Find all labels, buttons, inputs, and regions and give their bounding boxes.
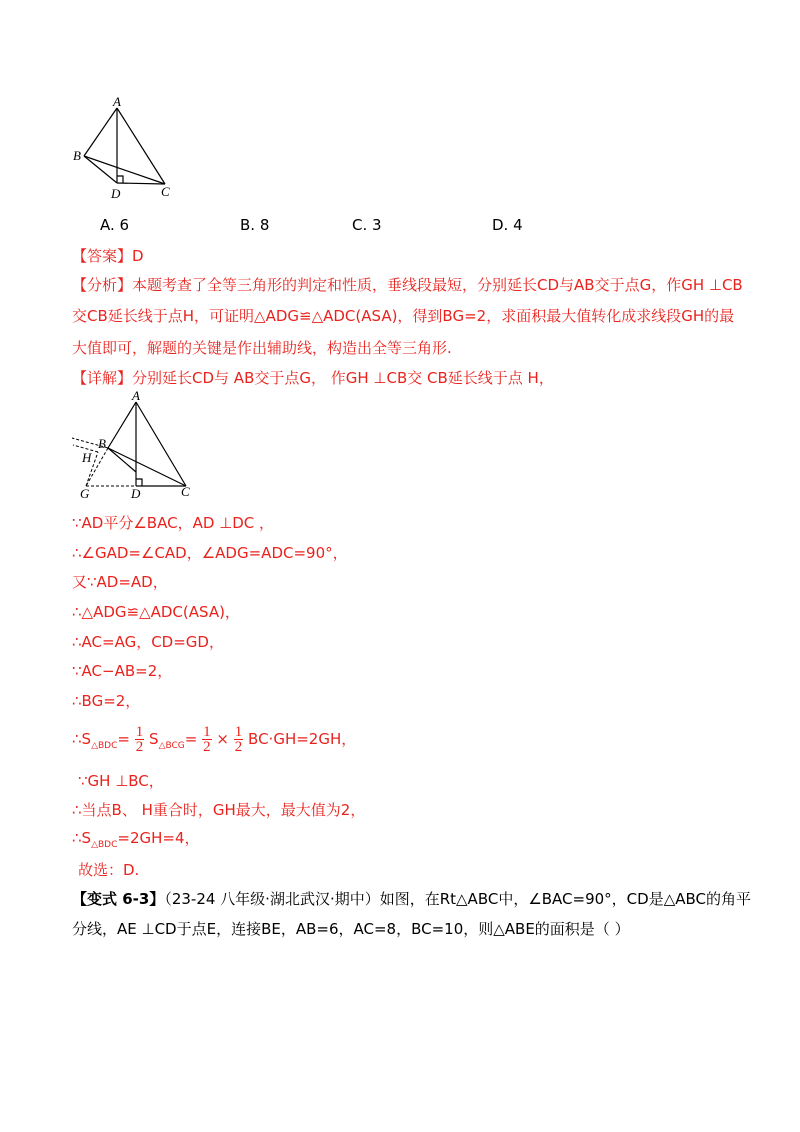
step-5: ∴AC=AG，CD=GD， <box>72 633 224 651</box>
detail-tag: 【详解】 <box>72 369 133 387</box>
fraction-1: $\frac{1}{2}$ <box>135 724 144 755</box>
analysis-line-2: 交CB延长线于点H，可证明△ADG≌△ADC(ASA)，得到BG=2，求面积最大值转化成求线段GH的最 <box>72 307 735 325</box>
subscript-bdc-2: △BDC <box>91 840 118 850</box>
step-3: 又∵AD=AD， <box>72 573 168 591</box>
step-1: ∵AD平分∠BAC，AD ⊥DC ， <box>72 514 275 532</box>
variant-line-2: 分线，AE ⊥CD于点E，连接BE，AB=6，AC=8，BC=10，则△ABE的面积是（ ） <box>72 920 630 938</box>
subscript-bcg: △BCG <box>158 741 185 751</box>
analysis-line-1: 【分析】本题考查了全等三角形的判定和性质，垂线段最短，分别延长CD与AB交于点G，作GH ⊥CB <box>72 276 743 294</box>
triangle-figure-1 <box>70 92 180 202</box>
conclusion: 故选：D. <box>78 861 140 879</box>
option-b: B. 8 <box>240 216 270 234</box>
final-area: $\therefore S_{\triangle BDC}=2GH=4$， <box>72 829 200 850</box>
step-2: ∴∠GAD=∠CAD，∠ADG=ADC=90°， <box>72 544 348 562</box>
fraction-2: $\frac{1}{2}$ <box>203 724 211 755</box>
variant-tag: 【变式 6-3】 <box>72 890 165 908</box>
step-8: ∵GH ⊥BC， <box>78 772 164 790</box>
step-4: ∴△ADG≌△ADC(ASA)， <box>72 603 240 621</box>
label-g2: G <box>80 486 90 500</box>
option-c: C. 3 <box>352 216 382 234</box>
fraction-3: $\frac{1}{2}$ <box>234 724 243 755</box>
label-d: D <box>111 186 121 201</box>
label-b: B <box>73 148 81 163</box>
analysis-tag: 【分析】 <box>72 276 133 294</box>
step-9: ∴当点B、 H重合时，GH最大，最大值为2， <box>72 801 366 819</box>
step-7: ∴BG=2， <box>72 692 141 710</box>
analysis-line-3: 大值即可，解题的关键是作出辅助线，构造出全等三角形. <box>72 339 452 357</box>
variant-line-1: 【变式 6-3】（23-24 八年级·湖北武汉·期中）如图，在Rt△ABC中，∠BAC=90°，CD是△ABC的角平 <box>72 890 752 908</box>
answer-line <box>72 246 144 266</box>
answer-tag: 【答案】 <box>72 247 133 265</box>
label-c: C <box>161 184 170 199</box>
option-a: A. 6 <box>100 216 130 234</box>
detail-line-1: 【详解】分别延长CD与 AB交于点G， 作GH ⊥CB交 CB延长线于点 H， <box>72 369 554 387</box>
label-h2: H <box>82 450 92 465</box>
label-a: A <box>113 94 121 109</box>
label-d2: D <box>131 486 141 500</box>
label-a2: A <box>132 390 140 403</box>
label-c2: C <box>181 484 190 499</box>
answer-value: D <box>132 247 144 265</box>
step-6: ∵AC−AB=2， <box>72 662 173 680</box>
triangle-figure-2 <box>68 390 198 500</box>
subscript-bdc: △BDC <box>91 741 118 751</box>
option-d: D. 4 <box>492 216 523 234</box>
label-b2: B <box>98 436 106 451</box>
area-formula: $\therefore S_{\triangle BDC}=$ $\frac{1}{2}$ $S_{\triangle BCG}=$ $\frac{1}{2}$ × $\frac{1}{2}$ BC·GH=2GH， <box>72 724 357 755</box>
